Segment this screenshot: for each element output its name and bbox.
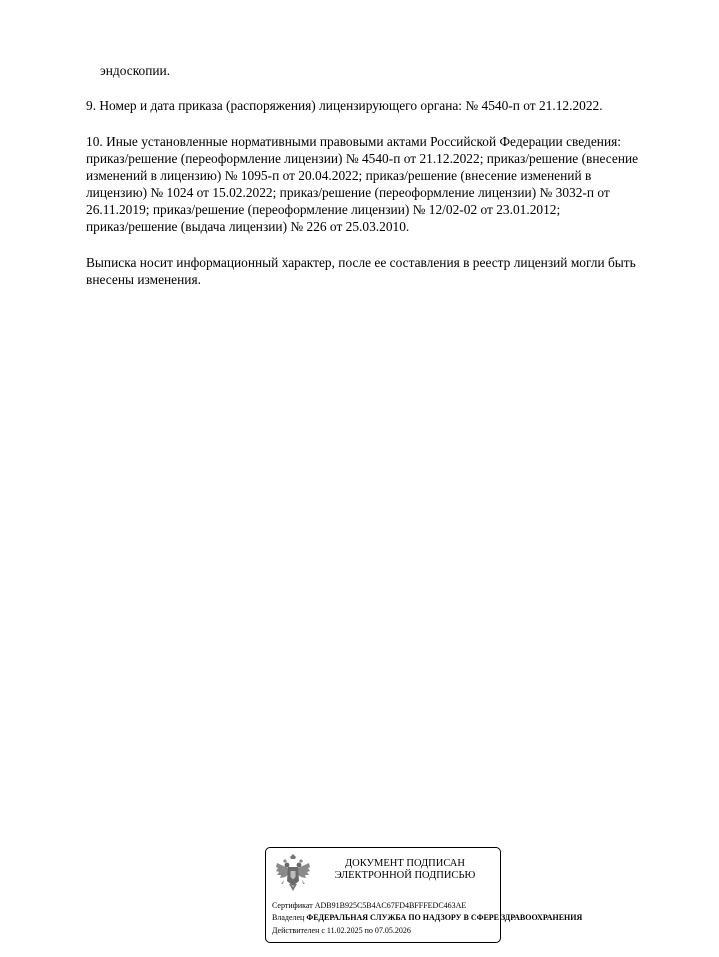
item-10-line: 26.11.2019; приказ/решение (переоформление лицензии) № 12/02-02 от 23.01.2012; (86, 202, 561, 217)
stamp-certificate (272, 901, 466, 911)
owner-label: Владелец (272, 913, 305, 922)
item-10-line: приказ/решение (выдача лицензии) № 226 от 25.03.2010. (86, 219, 410, 234)
owner-value: ФЕДЕРАЛЬНАЯ СЛУЖБА ПО НАДЗОРУ В СФЕРЕ ЗДРАВООХРАНЕНИЯ (306, 913, 583, 922)
item-10-line: 10. Иные установленные нормативными правовыми актами Российской Федерации сведения: (86, 134, 621, 149)
stamp-title-line2: ЭЛЕКТРОННОЙ ПОДПИСЬЮ (334, 870, 476, 881)
stamp-title-line1: ДОКУМЕНТ ПОДПИСАН (345, 858, 465, 869)
item-10-line: изменений в лицензию) № 1095-п от 20.04.2022; приказ/решение (внесение изменений в (86, 168, 592, 183)
intro-line: эндоскопии. (100, 63, 171, 78)
disclaimer-line: внесены изменения. (86, 272, 201, 287)
item-9-order-number: 9. Номер и дата приказа (распоряжения) лицензирующего органа: № 4540-п от 21.12.2022. (86, 98, 603, 113)
double-headed-eagle-emblem-icon (274, 853, 312, 897)
stamp-validity: Действителен с 11.02.2025 по 07.05.2026 (272, 926, 411, 935)
item-10-line: лицензию) № 1024 от 15.02.2022; приказ/решение (переоформление лицензии) № 3032-п от (86, 185, 610, 200)
electronic-signature-stamp (265, 847, 583, 943)
disclaimer-line: Выписка носит информационный характер, после ее составления в реестр лицензий могли быть (86, 255, 636, 270)
certificate-label: Сертификат (272, 901, 313, 910)
certificate-value: ADB91B925C5B4AC67FD4BFFFEDC463AE (314, 901, 467, 910)
item-10-line: приказ/решение (переоформление лицензии) № 4540-п от 21.12.2022; приказ/решение (внесение (86, 151, 639, 166)
stamp-owner (272, 913, 582, 923)
